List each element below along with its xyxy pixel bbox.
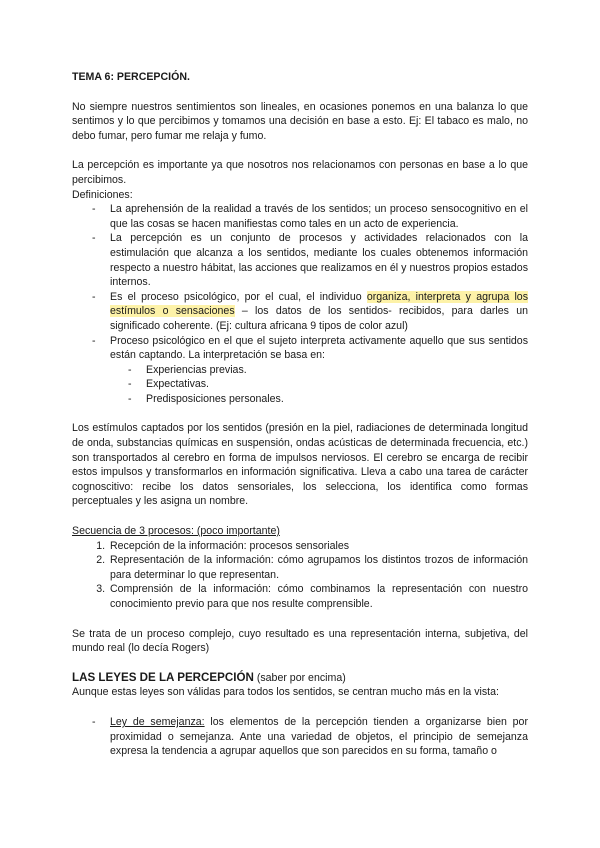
interpretation-item: - Predisposiciones personales.	[128, 392, 528, 407]
page-title: TEMA 6: PERCEPCIÓN.	[72, 71, 190, 83]
sequence-item: 2. Representación de la información: cómo agrupamos los distintos trozos de información para determinar lo que representan.	[108, 553, 528, 582]
sequence-item: 1. Recepción de la información: procesos sensoriales	[108, 539, 528, 554]
sequence-title: Secuencia de 3 procesos: (poco importante)	[72, 525, 280, 538]
intro-paragraph: No siempre nuestros sentimientos son lineales, en ocasiones ponemos en una balanza lo que sentimos y lo que percibimos y tomamos una decisión en base a esto. Ej: El tabaco es malo, no debo fumar, pero fumar me relaja y fumo.	[72, 100, 528, 142]
definition-text: – los datos de los sentidos- recibidos, para darles un significado coherente. (Ej: cultura africana 9 tipos de color azul)	[110, 305, 528, 332]
definition-item: - La percepción es un conjunto de procesos y actividades relacionados con la estimulación que alcanza a los sentidos, mediante los cuales obtenemos información respecto a nuestro hábitat, las acciones que realizamos en él y nuestros propios estados internos.	[92, 231, 528, 289]
interpretation-item: - Expectativas.	[128, 377, 528, 392]
definition-text: Es el proceso psicológico, por el cual, el individuo	[110, 290, 367, 303]
importance-paragraph: La percepción es importante ya que nosotros nos relacionamos con personas en base a lo que percibimos.	[72, 159, 528, 186]
definition-text: Proceso psicológico en el que el sujeto interpreta activamente aquello que sus sentidos están captando. La interpretación se basa en:	[110, 334, 528, 362]
definition-item	[92, 334, 528, 407]
interpretation-item: - Experiencias previas.	[128, 363, 528, 378]
section-title: LAS LEYES DE LA PERCEPCIÓN	[72, 670, 254, 684]
sequence-item: 3. Comprensión de la información: cómo combinamos la representación con nuestro conocimiento previo para que nos resulte comprensible.	[108, 582, 528, 611]
section-note: (saber por encima)	[253, 671, 346, 684]
laws-list	[72, 715, 528, 759]
definition-item	[92, 290, 528, 334]
sequence-list	[72, 539, 528, 612]
law-text: los elementos de la percepción tienden a organizarse bien por proximidad o semejanza. Ante una variedad de objetos, el principio de semejanza expresa la tendencia a agrupar aquellos que son parecidos en su forma, tamaño o	[110, 715, 528, 758]
laws-heading	[72, 671, 528, 686]
interpretation-list	[110, 363, 528, 407]
definitions-label: Definiciones:	[72, 188, 133, 201]
complex-paragraph: Se trata de un proceso complejo, cuyo resultado es una representación interna, subjetiva, del mundo real (lo decía Rogers)	[72, 627, 528, 655]
highlighted-text: organiza, interpreta y agrupa los estímulos o sensaciones	[110, 290, 528, 318]
definition-item: - La aprehensión de la realidad a través de los sentidos; un proceso sensocognitivo en el que las cosas se hacen manifiestas como tales en un acto de experiencia.	[92, 202, 528, 231]
definitions-list	[72, 202, 528, 406]
law-item	[92, 715, 528, 759]
law-label: Ley de semejanza:	[110, 715, 205, 728]
stimuli-paragraph: Los estímulos captados por los sentidos (presión en la piel, radiaciones de determinada longitud de onda, substancias químicas en suspensión, ondas acústicas de determinada frecuencia, etc.) son transportados al cerebro en forma de impulsos nerviosos. El cerebro se encarga de recibir estos impulsos y transformarlos en información significativa. Lleva a cabo una tarea de carácter cognoscitivo: recibe los datos sensoriales, los selecciona, los identifica como formas perceptuales y les asigna un nombre.	[72, 422, 528, 508]
laws-intro: Aunque estas leyes son válidas para todos los sentidos, se centran mucho más en la vista:	[72, 686, 499, 699]
